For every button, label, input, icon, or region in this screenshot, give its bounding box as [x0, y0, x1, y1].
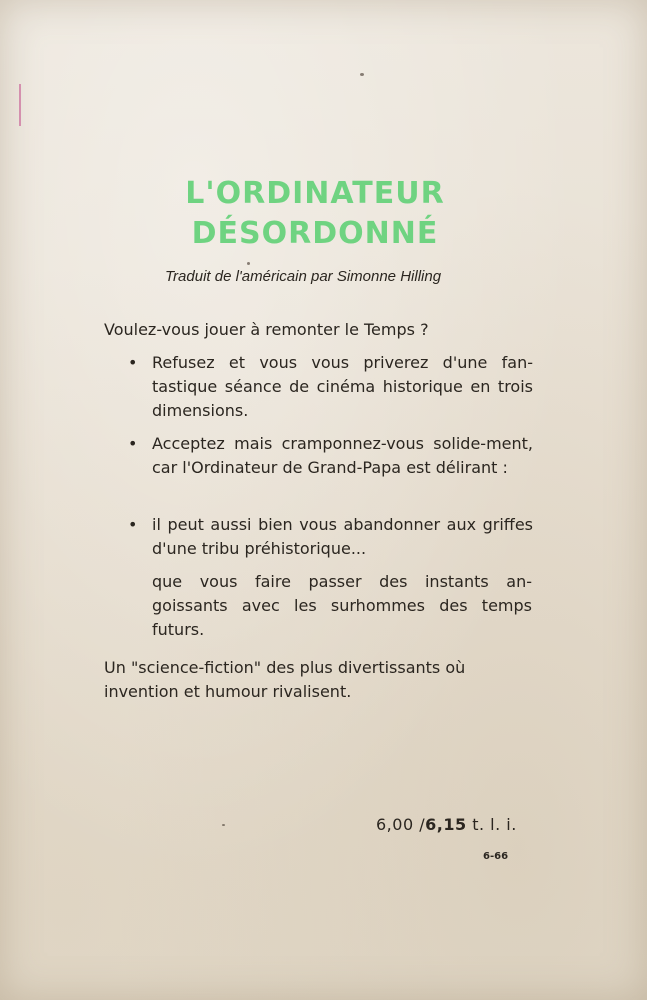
book-title-line2: DÉSORDONNÉ	[191, 216, 439, 251]
price-new: 6,15	[425, 815, 467, 834]
bullet-item	[128, 513, 533, 561]
translator-credit: Traduit de l'américain par Simonne Hilling	[165, 268, 442, 285]
paper-speck	[360, 73, 364, 76]
bullet-text: Acceptez mais cramponnez-vous solide-ment, car l'Ordinateur de Grand-Papa est délirant :	[152, 434, 533, 477]
bullet-dot-icon: •	[128, 515, 138, 534]
bullet-item	[128, 351, 533, 423]
bullet-text: Refusez et vous vous priverez d'une fan-tastique séance de cinéma historique en trois dimensions.	[152, 353, 533, 420]
price-old: 6,00 /	[376, 815, 426, 834]
intro-question: Voulez-vous jouer à remonter le Temps ?	[104, 320, 429, 339]
paper-speck	[247, 262, 250, 265]
pink-ink-mark	[19, 84, 21, 126]
book-title-line1: L'ORDINATEUR	[185, 176, 445, 211]
paper-speck	[222, 824, 225, 826]
closing-blurb: Un "science-fiction" des plus divertissants où invention et humour rivalisent.	[104, 658, 466, 701]
bullet-text: il peut aussi bien vous abandonner aux griffes d'une tribu préhistorique...	[152, 515, 533, 558]
bullet-item	[128, 432, 533, 480]
price	[376, 815, 517, 834]
bullet-dot-icon: •	[128, 353, 138, 372]
bullet-continuation: que vous faire passer des instants an-goissants avec les surhommes des temps futurs.	[152, 572, 532, 639]
price-suffix: t. l. i.	[472, 815, 517, 834]
bullet-dot-icon: •	[128, 434, 138, 453]
print-code: 6-66	[483, 851, 509, 862]
